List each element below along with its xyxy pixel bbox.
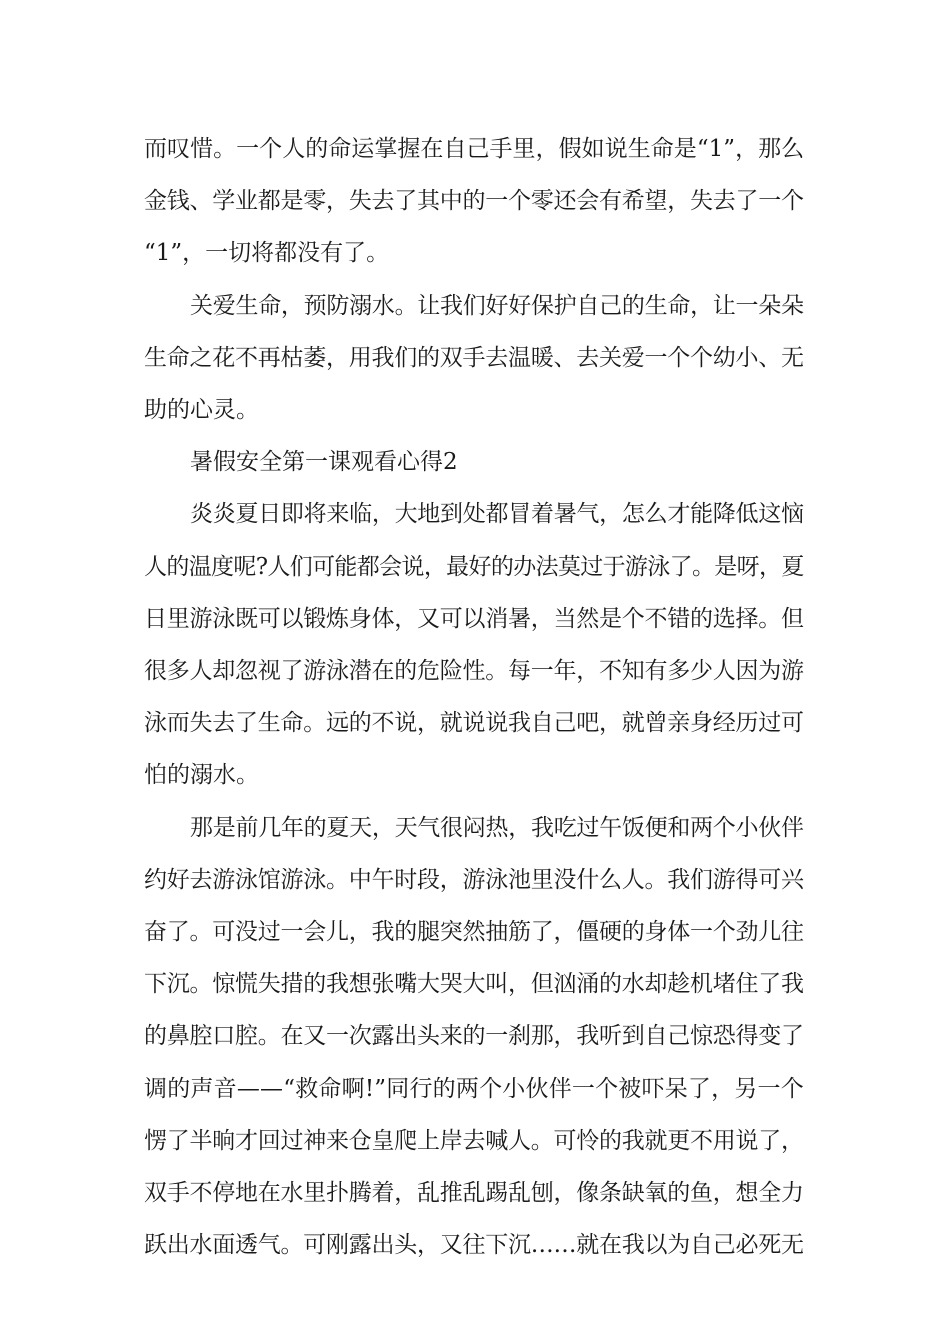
text-line: 日里游泳既可以锻炼身体，又可以消暑，当然是个不错的选择。但	[144, 605, 804, 632]
text-line: 那是前几年的夏天，天气很闷热，我吃过午饭便和两个小伙伴	[190, 814, 804, 841]
text-line: 约好去游泳馆游泳。中午时段，游泳池里没什么人。我们游得可兴	[144, 866, 804, 893]
text-line: 很多人却忽视了游泳潜在的危险性。每一年，不知有多少人因为游	[144, 658, 804, 684]
text-line: 奋了。可没过一会儿，我的腿突然抽筋了，僵硬的身体一个劲儿往	[144, 919, 804, 945]
text-line: 生命之花不再枯萎，用我们的双手去温暖、去关爱一个个幼小、无	[144, 344, 804, 371]
text-line: 金钱、学业都是零，失去了其中的一个零还会有希望，失去了一个	[144, 188, 804, 215]
text-line: 愣了半晌才回过神来仓皇爬上岸去喊人。可怜的我就更不用说了，	[144, 1127, 804, 1154]
text-line: 关爱生命，预防溺水。让我们好好保护自己的生命，让一朵朵	[190, 292, 804, 319]
text-line: 下沉。惊慌失措的我想张嘴大哭大叫，但汹涌的水却趁机堵住了我	[144, 971, 804, 998]
text-line: 调的声音——“救命啊!”同行的两个小伙伴一个被吓呆了，另一个	[144, 1075, 804, 1102]
text-line: 怕的溺水。	[144, 762, 259, 789]
text-line: 助的心灵。	[144, 397, 259, 423]
text-line: 跃出水面透气。可刚露出头，又往下沉……就在我以为自己必死无	[144, 1232, 804, 1259]
text-line: 双手不停地在水里扑腾着，乱推乱踢乱刨，像条缺氧的鱼，想全力	[144, 1180, 804, 1206]
text-line: 的鼻腔口腔。在又一次露出头来的一刹那，我听到自己惊恐得变了	[144, 1023, 804, 1050]
text-line: 暑假安全第一课观看心得2	[190, 449, 458, 476]
text-line: 而叹惜。一个人的命运掌握在自己手里，假如说生命是“1”，那么	[144, 136, 805, 162]
text-line: 泳而失去了生命。远的不说，就说说我自己吧，就曾亲身经历过可	[144, 710, 804, 737]
text-line: 人的温度呢?人们可能都会说，最好的办法莫过于游泳了。是呀，夏	[144, 553, 804, 580]
text-line: 炎炎夏日即将来临，大地到处都冒着暑气，怎么才能降低这恼	[190, 501, 804, 528]
text-line: “1”，一切将都没有了。	[144, 240, 390, 267]
